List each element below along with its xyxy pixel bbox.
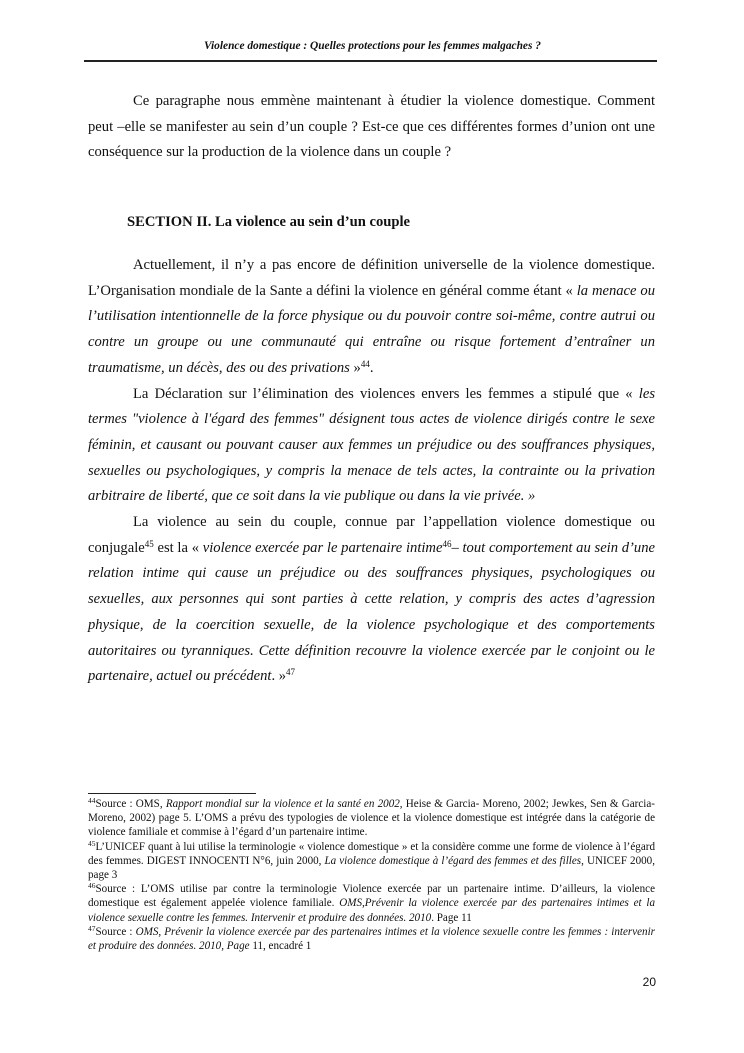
footnote-47: $^{47}$Source : OMS, Prévenir la violence exercée par des partenaires intimes et la violence sexuelle contre les femmes : intervenir et produire des données. 2010, Page 11, encadré 1 [88, 923, 655, 953]
paragraph-couple-violence: La violence au sein du couple, connue par l’appellation violence domestique ou conjugale$^{45}$ est la « violence exercée par le partenaire intime$^{46}$– tout comportement au sein d’une relation intime qui cause un préjudice ou des souffrances physiques, psychologiques ou sexuelles, aux personnes qui sont parties à cette relation, y compris des actes d’agression physique, de la coercition sexuelle, de la violence psychologique et des comportements autoritaires ou tyranniques. Cette définition recouvre la violence exercée par le conjoint ou le partenaire, actuel ou précédent. »$^{47}$ [88, 514, 655, 685]
paragraph-oms-definition: Actuellement, il n’y a pas encore de définition universelle de la violence domestique. L’Organisation mondiale de la Sante a défini la violence en général comme étant « la menace ou l’utilisation intentionnelle de la force physique ou du pouvoir contre soi-même, contre autrui ou contre un groupe ou une communauté qui entraîne ou risque fortement d’entraîner un traumatisme, un décès, des ou des privations »$^{44}$. [88, 257, 655, 376]
page-number: 20 [642, 975, 656, 989]
paragraph-declaration: La Déclaration sur l’élimination des violences envers les femmes a stipulé que « les termes "violence à l'égard des femmes" désignent tous actes de violence dirigés contre le sexe féminin, et causant ou pouvant causer aux femmes un préjudice ou des souffrances physiques, sexuelles ou psychologiques, y compris la menace de tels actes, la contrainte ou la privation arbitraire de liberté, que ce soit dans la vie publique ou dans la vie privée. » [88, 385, 655, 505]
footnote-ref-45[interactable]: 45 [144, 538, 154, 549]
main-body [88, 253, 655, 690]
running-header: Violence domestique : Quelles protections pour les femmes malgaches ? [204, 40, 541, 52]
footnote-ref-46[interactable]: 46 [442, 538, 452, 549]
declaration-quote: les termes "violence à l'égard des femmes" désignent tous actes de violence dirigés contre le sexe féminin, et causant ou pouvant causer aux femmes un préjudice ou des souffrances physiques, sexuelles ou psychologiques, y compris la menace de tels actes, la contrainte ou la privation arbitraire de liberté, que ce soit dans la vie publique ou dans la vie privée. » [88, 385, 655, 505]
intro-paragraph: Ce paragraphe nous emmène maintenant à étudier la violence domestique. Comment peut –elle se manifester au sein d’un couple ? Est-ce que ces différentes formes d’union ont une conséquence sur la production de la violence dans un couple ? [88, 93, 655, 161]
oms-quote: la menace ou l’utilisation intentionnelle de la force physique ou du pouvoir contre soi-même, contre autrui ou contre un groupe ou une communauté qui entraîne ou risque fortement d’entraîner un traumatisme, un décès, des ou des privations [88, 282, 655, 376]
footnote-separator [88, 793, 256, 794]
footnote-44: $^{44}$Source : OMS, Rapport mondial sur la violence et la santé en 2002, Heise & Garcia- Moreno, 2002; Jewkes, Sen & Garcia-Moreno, 2002) page 5. L’OMS a prévu des typologies de violence et la violence domestique est intégrée dans la catégorie de violence familiale et commise à l’égard d’un partenaire intime. [88, 796, 655, 839]
footnotes [88, 797, 655, 953]
footnote-ref-47[interactable]: 47 [286, 667, 296, 678]
footnote-46: $^{46}$Source : L’OMS utilise par contre la terminologie Violence exercée par un partenaire intime. D’ailleurs, la violence domestique est également appelée violence familiale. OMS,Prévenir la violence exercée par des partenaires intimes et la violence sexuelle contre les femmes. Intervenir et produire des données. 2010. Page 11 [88, 881, 655, 924]
footnote-45: $^{45}$L’UNICEF quant à lui utilise la terminologie « violence domestique » et la considère comme une forme de violence à l’égard des femmes. DIGEST INNOCENTI N°6, juin 2000, La violence domestique à l’égard des femmes et des filles, UNICEF 2000, page 3 [88, 838, 655, 882]
header-rule [84, 60, 657, 62]
section-heading: SECTION II. La violence au sein d’un couple [127, 214, 411, 230]
footnote-ref-44[interactable]: 44 [360, 358, 370, 369]
